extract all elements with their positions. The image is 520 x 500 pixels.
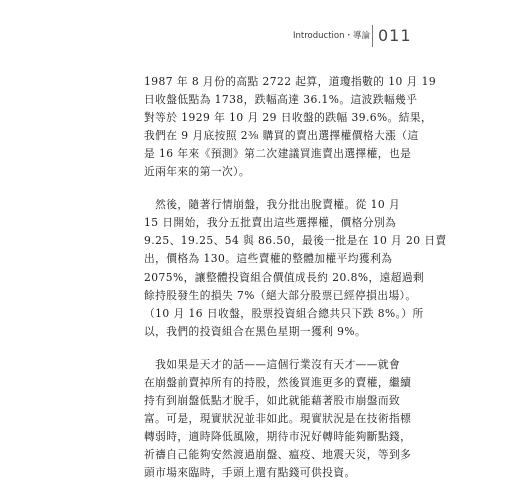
text-line: 富。可是，現實狀況並非如此。現實狀況是在技術指標	[144, 411, 412, 425]
text-line: 我們在 9 月底按照 2⅜ 購買的賣出選擇權價格大漲（這	[144, 129, 419, 143]
text-line: 是 16 年來《預測》第二次建議買進賣出選擇權，也是	[144, 147, 412, 161]
text-line: 持有到崩盤低點才脫手，如此就能藉著股市崩盤而致	[144, 393, 401, 407]
text-line: 然後，隨著行情崩盤，我分批出脫賣權。從 10 月	[144, 198, 401, 212]
paragraph-1	[144, 73, 437, 182]
text-line: 餘持股發生的損失 7%（絕大部分股票已經停損出場）。	[144, 288, 417, 302]
body-text	[144, 73, 447, 497]
text-line: 出，價格為 130。這些賣權的整體加權平均獲利為	[144, 252, 393, 266]
paragraph-3	[144, 356, 412, 483]
text-line: 9.25、19.25、54 與 86.50，最後一批是在 10 月 20 日賣	[144, 234, 447, 248]
paragraph-2	[144, 196, 447, 341]
text-line: （10 月 16 日收盤，股票投資組合總共只下跌 8%。）所	[144, 306, 424, 320]
text-line: 轉弱時，適時降低風險，期待市況好轉時能夠斷點錢，	[144, 429, 412, 443]
text-line: 頭市場來臨時，手頭上還有點錢可供投資。	[144, 466, 356, 480]
text-line: 15 日開始，我分五批賣出這些選擇權，價格分別為	[144, 216, 397, 230]
text-line: 近兩年來的第一次）。	[144, 165, 251, 179]
text-line: 1987 年 8 月份的高點 2722 起算，道瓊指數的 10 月 19	[144, 75, 437, 88]
running-head: Introduction・導論	[293, 31, 370, 41]
text-line: 以，我們的投資組合在黑色星期一獲利 9%。	[144, 324, 367, 338]
header-divider	[372, 25, 373, 47]
text-line: 日收盤低點為 1738，跌幅高達 36.1%。這波跌幅幾乎	[144, 93, 418, 107]
text-line: 在崩盤前賣掉所有的持股，然後買進更多的賣權，繼續	[144, 375, 412, 389]
text-line: 對等於 1929 年 10 月 29 日收盤的跌幅 39.6%。結果，	[144, 111, 433, 125]
text-line: 祈禱自己能夠安然渡過崩盤、瘟疫、地震天災，等到多	[144, 447, 412, 461]
text-line: 我如果是天才的話——這個行業沒有天才——就會	[144, 357, 401, 371]
text-line: 2075%，讓整體投資組合價值成長約 20.8%，遠超過剩	[144, 270, 425, 284]
page-number: 011	[378, 26, 412, 45]
